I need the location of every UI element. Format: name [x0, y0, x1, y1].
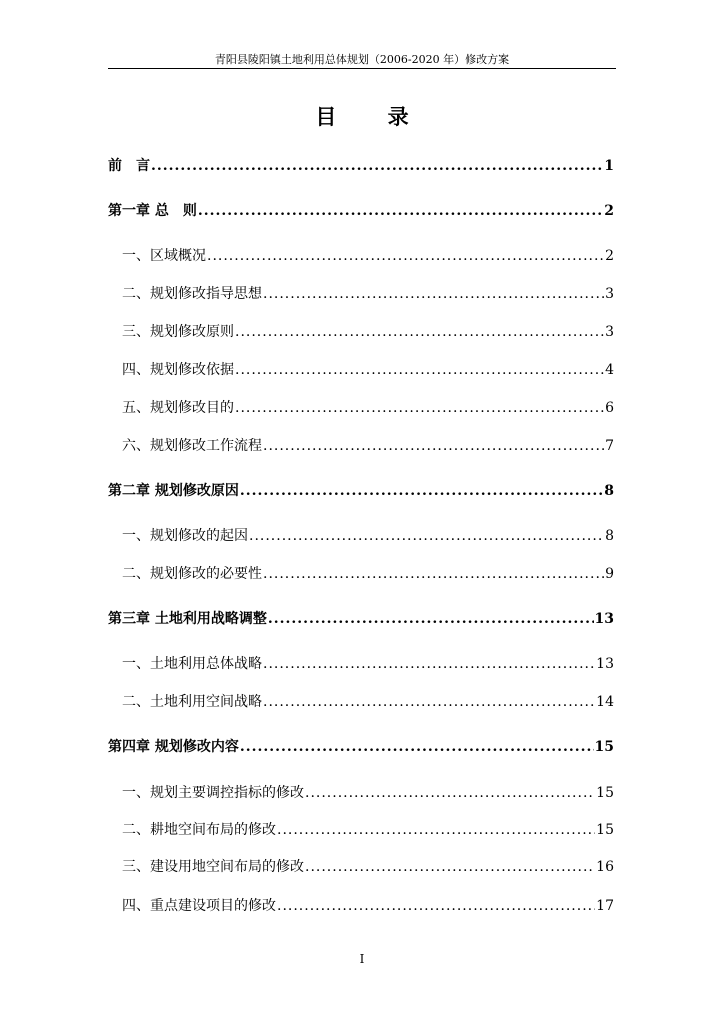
toc-entry-page: 9: [605, 566, 614, 582]
toc-entry-page: 13: [594, 611, 614, 627]
toc-entry-page: 3: [605, 286, 614, 302]
toc-dot-leader: [263, 694, 595, 710]
toc-entry-section[interactable]: [108, 283, 614, 303]
toc-entry-label: 一、土地利用总体战略: [122, 656, 262, 672]
toc-dot-leader: [305, 859, 595, 875]
toc-entry-page: 14: [596, 694, 614, 710]
toc-dot-leader: [249, 528, 604, 544]
toc-dot-leader: [305, 785, 595, 801]
toc-entry-label: 一、规划修改的起因: [122, 528, 248, 544]
toc-entry-label: 二、耕地空间布局的修改: [122, 822, 276, 838]
toc-dot-leader: [263, 286, 604, 302]
toc-entry-label: 一、区域概况: [122, 248, 206, 264]
toc-entry-section[interactable]: [108, 525, 614, 545]
toc-entry-foreword[interactable]: [108, 155, 614, 175]
toc-dot-leader: [235, 324, 604, 340]
toc-entry-page: 6: [605, 400, 614, 416]
toc-dot-leader: [263, 656, 595, 672]
toc-entry-section[interactable]: [108, 856, 614, 876]
toc-entry-chapter-2[interactable]: [108, 480, 614, 500]
toc-entry-page: 16: [596, 859, 614, 875]
toc-dot-leader: [277, 822, 595, 838]
toc-entry-label: 第四章 规划修改内容: [108, 739, 239, 755]
toc-entry-label: 六、规划修改工作流程: [122, 438, 262, 454]
toc-entry-section[interactable]: [108, 435, 614, 455]
toc-entry-page: 15: [596, 785, 614, 801]
page-number: I: [359, 952, 365, 966]
toc-entry-label: 三、规划修改原则: [122, 324, 234, 340]
toc-entry-label: 四、规划修改依据: [122, 362, 234, 378]
toc-entry-label: 第一章 总 则: [108, 203, 197, 219]
toc-dot-leader: [235, 400, 604, 416]
toc-entry-chapter-3[interactable]: [108, 608, 614, 628]
toc-entry-section[interactable]: [108, 397, 614, 417]
toc-entry-label: 五、规划修改目的: [122, 400, 234, 416]
toc-entry-label: 第二章 规划修改原因: [108, 483, 239, 499]
toc-entry-chapter-4[interactable]: [108, 736, 614, 756]
toc-entry-label: 前 言: [108, 158, 150, 174]
toc-entry-page: 15: [594, 739, 614, 755]
toc-entry-page: 2: [605, 248, 614, 264]
toc-dot-leader: [263, 438, 604, 454]
toc-entry-page: 8: [605, 528, 614, 544]
toc-entry-section[interactable]: [108, 691, 614, 711]
toc-entry-section[interactable]: [108, 895, 614, 915]
toc-dot-leader: [235, 362, 604, 378]
toc-dot-leader: [240, 483, 603, 499]
toc-entry-section[interactable]: [108, 819, 614, 839]
toc-entry-page: 1: [604, 158, 614, 174]
toc-dot-leader: [198, 203, 603, 219]
toc-entry-label: 三、建设用地空间布局的修改: [122, 859, 304, 875]
toc-entry-page: 8: [604, 483, 614, 499]
header-rule: [108, 68, 616, 69]
toc-entry-label: 第三章 土地利用战略调整: [108, 611, 267, 627]
toc-entry-page: 7: [605, 438, 614, 454]
toc-entry-label: 一、规划主要调控指标的修改: [122, 785, 304, 801]
toc-entry-page: 15: [596, 822, 614, 838]
toc-entry-section[interactable]: [108, 653, 614, 673]
toc-entry-section[interactable]: [108, 245, 614, 265]
toc-entry-label: 四、重点建设项目的修改: [122, 898, 276, 914]
toc-entry-label: 二、规划修改的必要性: [122, 566, 262, 582]
toc-entry-chapter-1[interactable]: [108, 200, 614, 220]
toc-entry-page: 3: [605, 324, 614, 340]
toc-entry-page: 13: [596, 656, 614, 672]
toc-entry-label: 二、土地利用空间战略: [122, 694, 262, 710]
toc-dot-leader: [207, 248, 604, 264]
toc-dot-leader: [151, 158, 603, 174]
toc-entry-section[interactable]: [108, 563, 614, 583]
toc-entry-section[interactable]: [108, 782, 614, 802]
toc-entry-page: 17: [596, 898, 614, 914]
toc-dot-leader: [240, 739, 594, 755]
running-header: 青阳县陵阳镇土地利用总体规划（2006-2020 年）修改方案: [214, 53, 510, 66]
toc-entry-page: 2: [604, 203, 614, 219]
toc-entry-label: 二、规划修改指导思想: [122, 286, 262, 302]
toc-dot-leader: [263, 566, 604, 582]
toc-entry-page: 4: [605, 362, 614, 378]
toc-entry-section[interactable]: [108, 321, 614, 341]
toc-title: 目 录: [315, 104, 431, 129]
toc-dot-leader: [277, 898, 595, 914]
toc-entry-section[interactable]: [108, 359, 614, 379]
toc-dot-leader: [268, 611, 594, 627]
